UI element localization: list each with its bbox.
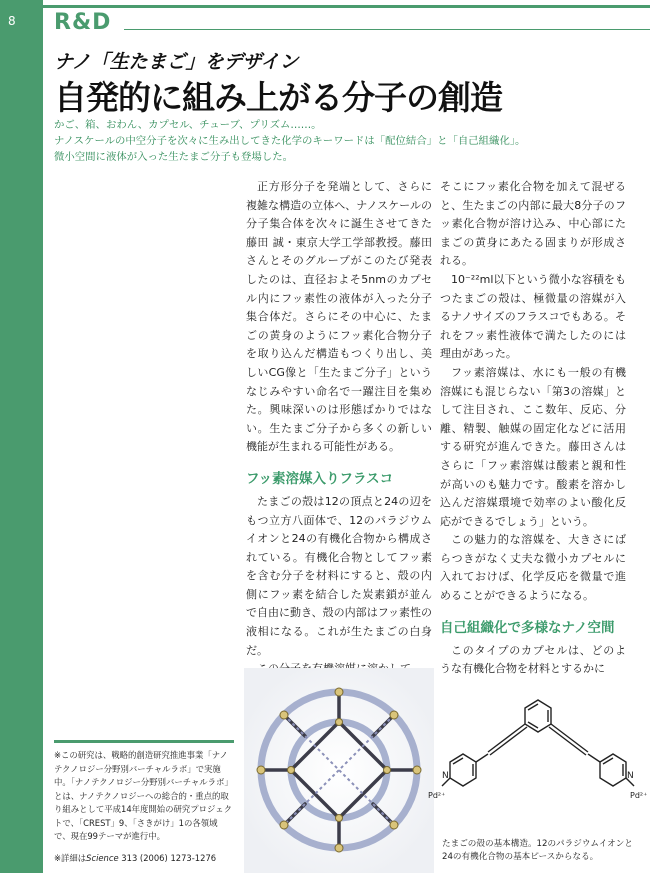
paragraph: そこにフッ素化合物を加えて混ぜると、生たまごの内部に最大8分子のフッ素化合物が溶け込み、中心部にたまごの黄身にあたる固まりが形成される。 <box>440 180 626 268</box>
paragraph: たまごの殻は12の頂点と24の辺をもつ立方八面体で、12のパラジウムイオンと24の有機化合物から構成されている。有機化合物としてフッ素を含む分子を材料にすると、殻の内側にフッ素を結合した炭素鎖が並んで自由に動き、殻の内部はフッ素性の液相になる。これが生たまごの白身だ。 <box>246 494 432 657</box>
lead-text <box>54 117 639 165</box>
top-rule <box>43 5 650 8</box>
left-green-bar <box>0 0 43 873</box>
figure-caption: たまごの殻の基本構造。12のパラジウムイオンと24の有機化合物の基本ピースからなる。 <box>442 839 633 862</box>
lead-line-2: ナノスケールの中空分子を次々に生み出してきた化学のキーワードは「配位結合」と「自己組織化」。 <box>54 135 526 147</box>
paragraph: 正方形分子を発端として、さらに複雑な構造の立体へ、ナノスケールの分子集合体を次々に誕生させてきた藤田 誠・東京大学工学部教授。藤田さんとそのグループがこのたび発表したのは、直径およそ5nmのカプセル内にフッ素性の液体が入った分子集合体だ。さらにその中心に、たまごの黄身のようにフッ素化合物分子を取り込んだ構造もつくり出し、美しいCG像と「生たまご分子」というなじみやすい命名で一躍注目を集めた。興味深いのは形態ばかりではない。生たまご分子から多くの新しい機能が生まれる可能性がある。 <box>246 180 432 454</box>
section-heading-self-assembly: 自己組織化で多様なナノ空間 <box>440 619 615 636</box>
note-text: ※この研究は、戦略的創造研究推進事業「ナノテクノロジー分野別バーチャルラボ」で実施中。「ナノテクノロジー分野別バーチャルラボ」とは、ナノテクノロジーへの総合的・重点的取り組みとして平成14年度開始の研究プロジェクトで、「CREST」9、「さきがけ」1の各領域で、現在99テーマが進行中。 <box>54 750 233 841</box>
section-heading-fluorous-flask: フッ素溶媒入りフラスコ <box>246 470 394 487</box>
body-column-2 <box>440 178 626 679</box>
paragraph: フッ素溶媒は、水にも一般の有機溶媒にも混じらない「第3の溶媒」として注目され、ここ数年、反応、分離、精製、触媒の固定化などに活用する研究が進んできた。藤田さんはさらに「フッ素溶媒は酸素と親和性が高いのも魅力です。酸素を溶かし込んだ溶媒環境で効率のよい酸化反応ができるでしょう」という。 <box>440 365 626 528</box>
article-title: 自発的に組み上がる分子の創造 <box>54 78 502 117</box>
reference-journal: Science <box>86 852 119 863</box>
paragraph: 10⁻²²ml以下という微小な容積をもつたまごの殻は、極微量の溶媒が入るナノサイズのフラスコでもある。それをフッ素性液体で満たしたのには理由があった。 <box>440 272 626 361</box>
molecular-cage-image <box>244 668 434 873</box>
page-number: 8 <box>8 14 16 28</box>
nitrogen-label-left: N <box>442 771 449 781</box>
lead-line-1: かご、箱、おわん、カプセル、チューブ、プリズム……。 <box>54 119 322 131</box>
paragraph: この魅力的な溶媒を、大きさにばらつきがなく丈夫な微小カプセルに入れておけば、化学反応を微量で進めることができるようになる。 <box>440 533 626 603</box>
body-column-1 <box>246 178 432 679</box>
reference-details: 313 (2006) 1273-1276 <box>118 852 217 863</box>
section-label: R&D <box>54 10 112 35</box>
reference-line <box>54 852 234 866</box>
nitrogen-label-right: N <box>627 771 634 781</box>
paragraph: このタイプのカプセルは、どのような有機化合物を材料とするかに <box>440 643 626 676</box>
research-note <box>54 740 234 865</box>
article-subtitle: ナノ「生たまご」をデザイン <box>54 51 299 73</box>
reference-prefix: ※詳細は <box>54 852 87 863</box>
section-rule <box>124 29 650 30</box>
ligand-structure-diagram <box>430 690 650 830</box>
palladium-label-right: Pd²⁺ <box>630 791 648 800</box>
palladium-label-left: Pd²⁺ <box>428 791 446 800</box>
lead-line-3: 微小空間に液体が入った生たまご分子も登場した。 <box>54 151 293 163</box>
